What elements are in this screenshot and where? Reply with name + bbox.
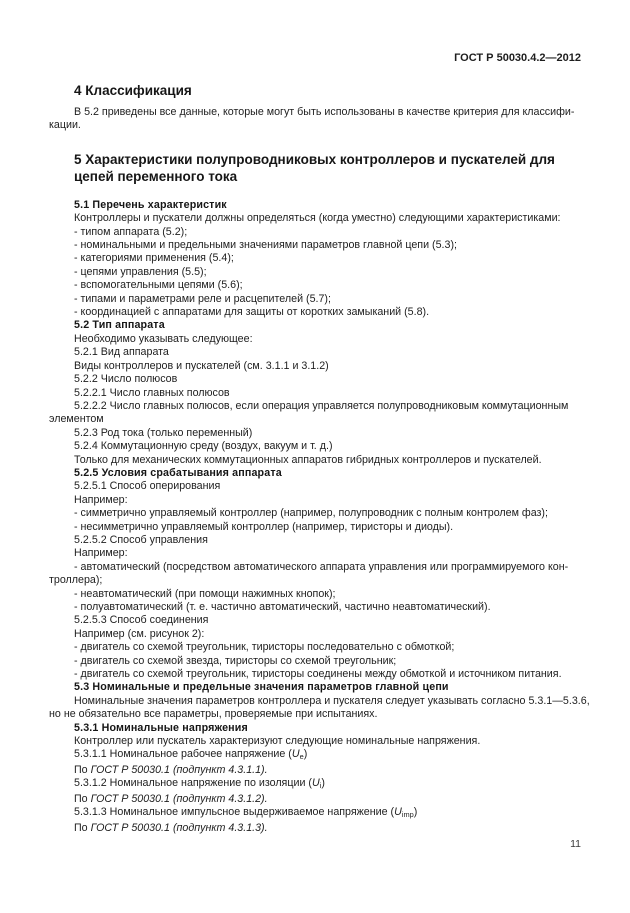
text-run: - двигатель со схемой звезда, тиристоры со схемой треугольник; — [74, 654, 397, 667]
text-run: - полуавтоматический (т. е. частично автоматический, частично неавтоматический). — [74, 601, 491, 613]
text-line — [49, 748, 581, 763]
text-run: - симметрично управляемый контроллер (например, полупроводник с полным контролем фаз); — [74, 507, 548, 520]
text-line — [49, 614, 581, 627]
document-content — [49, 52, 590, 850]
text-run: Необходимо указывать следующее: — [74, 332, 253, 345]
text-run: - номинальными и предельными значениями параметров главной цепи (5.3); — [74, 239, 457, 252]
text-run: Только для механических коммутационных аппаратов гибридных контроллеров и пускателей. — [74, 453, 542, 466]
text-run: - двигатель со схемой треугольник, тиристоры последовательно с обмоткой; — [74, 641, 455, 654]
text-run: Контроллеры и пускатели должны определяться (когда уместно) следующими характеристиками: — [74, 212, 561, 225]
text-run: но не обязательно все параметры, проверяемые при испытаниях. — [49, 708, 378, 721]
text-run: - типом аппарата (5.2); — [74, 225, 188, 238]
text-line — [49, 694, 590, 708]
text-line — [49, 507, 581, 520]
text-line — [49, 333, 581, 346]
text-line — [49, 360, 581, 373]
text-line — [49, 547, 581, 560]
text-run: 5.1 Перечень характеристик — [74, 198, 227, 211]
italic-reference: U — [311, 777, 320, 790]
text-run: 5.3.1 Номинальные напряжения — [74, 721, 248, 734]
text-line — [49, 574, 581, 587]
subscript: imp — [401, 810, 414, 820]
text-line — [49, 822, 581, 835]
paragraph-line: В 5.2 приведены все данные, которые могут быть использованы в качестве критерия для классифи- — [74, 106, 575, 118]
text-line — [49, 319, 581, 332]
text-line — [49, 777, 581, 792]
italic-reference: ГОСТ Р 50030.1 (подпункт 4.3.1.2). — [90, 792, 268, 805]
text-line — [49, 467, 581, 480]
text-line — [49, 521, 581, 534]
text-line — [49, 655, 581, 668]
paragraph-line: кации. — [49, 119, 81, 132]
text-run: По — [74, 792, 91, 805]
text-line — [49, 534, 581, 547]
text-line — [49, 373, 581, 386]
text-run: 5.2.5.3 Способ соединения — [74, 614, 209, 627]
text-line — [49, 561, 581, 574]
text-run: 5.3 Номинальные и предельные значения параметров главной цепи — [74, 681, 449, 694]
section5-title-line: цепей переменного тока — [74, 168, 238, 184]
text-line — [49, 764, 581, 777]
text-line — [49, 454, 581, 467]
text-run: ) — [321, 777, 325, 790]
text-line — [49, 199, 581, 212]
text-run: - несимметрично управляемый контроллер (например, тиристоры и диоды). — [74, 520, 454, 533]
section5-body — [49, 198, 590, 835]
text-run: Номинальные значения параметров контроллера и пускателя следует указывать согласно 5.3.1—5.3.6, — [74, 694, 590, 707]
text-line — [49, 266, 581, 279]
text-line — [49, 440, 581, 453]
text-run: 5.2.3 Род тока (только переменный) — [74, 426, 253, 439]
text-line — [49, 279, 581, 292]
text-run: По — [74, 763, 91, 776]
text-line — [49, 588, 581, 601]
section4-heading: 4 Классификация — [74, 83, 192, 98]
text-run: Например (см. рисунок 2): — [74, 627, 205, 640]
text-run: 5.2 Тип аппарата — [74, 319, 165, 332]
text-run: - типами и параметрами реле и расцепителей (5.7); — [74, 292, 331, 305]
text-run: 5.2.2.2 Число главных полюсов, если операция управляется полупроводниковым коммутационным — [74, 399, 569, 412]
text-line — [49, 239, 581, 252]
text-line — [49, 681, 581, 694]
text-line — [49, 226, 581, 239]
text-run: 5.2.4 Коммутационную среду (воздух, вакуум и т. д.) — [74, 440, 333, 453]
text-line — [49, 668, 581, 681]
section5-title-line: 5 Характеристики полупроводниковых контроллеров и пускателей для — [74, 151, 555, 167]
text-run: элементом — [49, 413, 104, 426]
text-line — [49, 413, 581, 426]
text-run: - вспомогательными цепями (5.6); — [74, 279, 243, 292]
text-run: 5.2.5.2 Способ управления — [74, 533, 208, 546]
text-run: 5.3.1.1 Номинальное рабочее напряжение ( — [74, 748, 292, 761]
text-run: Например: — [74, 547, 128, 560]
text-run: - координацией с аппаратами для защиты от коротких замыканий (5.8). — [74, 306, 430, 319]
text-line — [49, 628, 581, 641]
text-run: ) — [303, 748, 308, 761]
text-run: - категориями применения (5.4); — [74, 252, 234, 265]
italic-reference: ГОСТ Р 50030.1 (подпункт 4.3.1.3). — [90, 821, 268, 834]
text-run: 5.3.1.2 Номинальное напряжение по изоляции ( — [74, 777, 312, 790]
text-run: Контроллер или пускатель характеризуют следующие номинальные напряжения. — [74, 735, 481, 748]
text-line — [49, 480, 581, 493]
text-line — [49, 252, 581, 265]
text-line — [49, 793, 581, 806]
text-run: - цепями управления (5.5); — [74, 265, 207, 278]
text-run: По — [74, 821, 91, 834]
italic-reference: ГОСТ Р 50030.1 (подпункт 4.3.1.1). — [90, 763, 268, 776]
text-line — [49, 641, 581, 654]
text-line — [49, 293, 581, 306]
text-run: троллера); — [49, 574, 103, 587]
text-line — [49, 601, 581, 614]
document-code: ГОСТ Р 50030.4.2—2012 — [454, 52, 581, 64]
text-run: - автоматический (посредством автоматического аппарата управления или программируемого кон- — [74, 560, 569, 573]
text-run: 5.3.1.3 Номинальное импульсное выдерживаемое напряжение ( — [74, 806, 395, 819]
text-line — [49, 306, 581, 319]
text-run: 5.2.5 Условия срабатывания аппарата — [74, 466, 282, 479]
page-number: 11 — [570, 837, 581, 850]
text-line — [49, 346, 581, 359]
text-run: 5.2.2 Число полюсов — [74, 373, 178, 386]
italic-reference: U — [291, 748, 300, 761]
text-run: Виды контроллеров и пускателей (см. 3.1.1 и 3.1.2) — [74, 359, 329, 372]
subscript: e — [299, 752, 304, 762]
section4-paragraph — [49, 106, 581, 133]
subscript: i — [319, 781, 322, 791]
text-line — [49, 387, 581, 400]
italic-reference: U — [394, 806, 402, 819]
text-run: 5.2.1 Вид аппарата — [74, 346, 169, 359]
text-line — [49, 806, 581, 821]
text-run: ) — [413, 806, 418, 819]
text-run: 5.2.2.1 Число главных полюсов — [74, 386, 230, 399]
text-line — [49, 212, 581, 225]
text-line — [49, 494, 581, 507]
text-line — [49, 722, 581, 735]
text-line — [49, 400, 581, 413]
text-run: - двигатель со схемой треугольник, тиристоры соединены между обмоткой и источником питания. — [74, 668, 562, 681]
text-run: Например: — [74, 493, 128, 506]
text-line — [49, 427, 581, 440]
text-line — [49, 708, 581, 721]
text-run: - неавтоматический (при помощи нажимных кнопок); — [74, 587, 336, 600]
text-run: 5.2.5.1 Способ оперирования — [74, 480, 221, 493]
section5-heading — [49, 151, 581, 185]
text-line — [49, 735, 581, 748]
